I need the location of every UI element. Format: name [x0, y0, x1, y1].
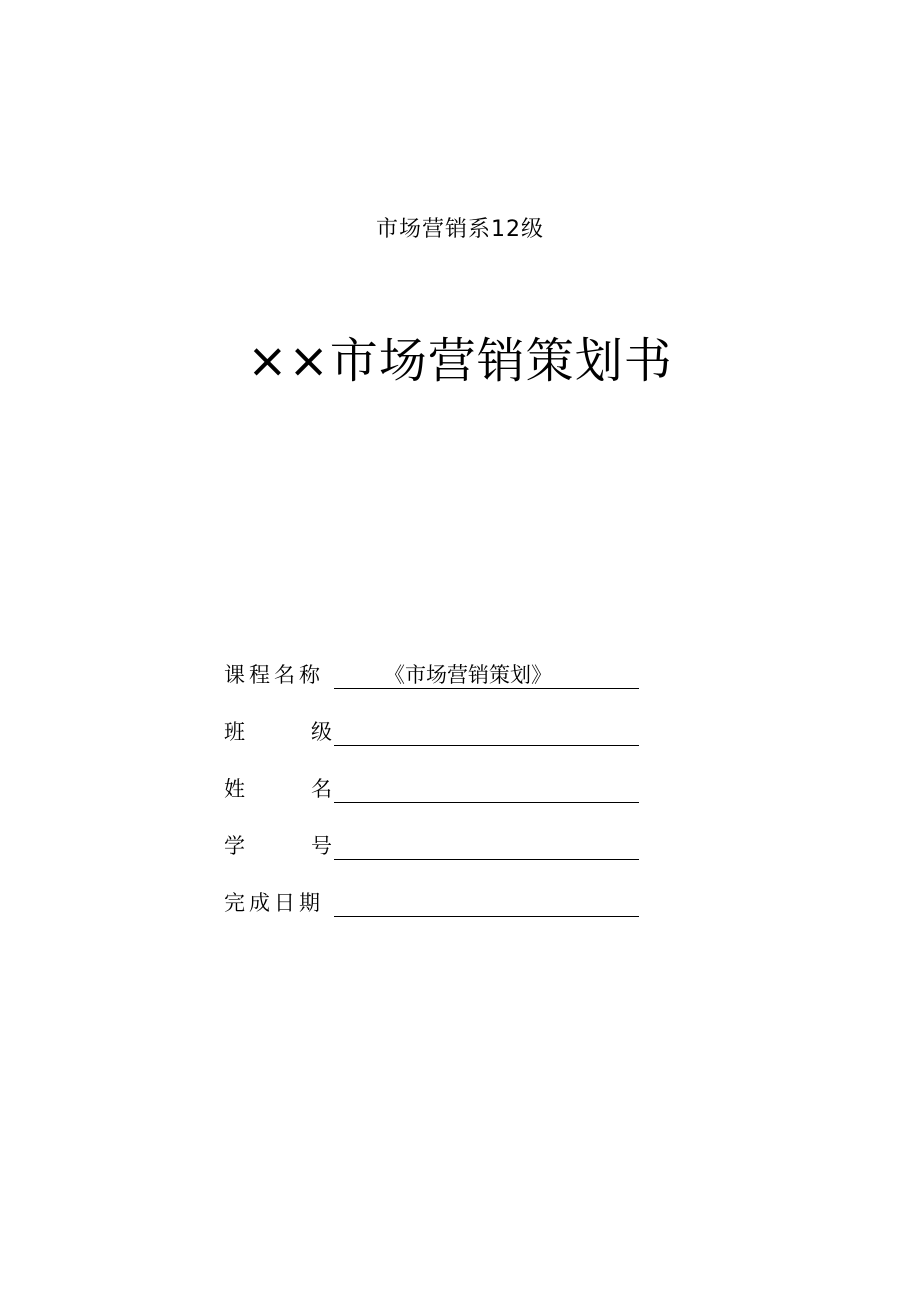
student-id-label-char-2: 号	[311, 834, 332, 858]
completion-date-label: 完成日期	[224, 891, 324, 915]
class-label-char-1: 班	[224, 720, 245, 744]
student-id-label-char-1: 学	[224, 834, 245, 858]
student-id-label	[224, 831, 332, 861]
class-field	[334, 717, 639, 746]
document-title: ××市场营销策划书	[247, 333, 673, 389]
name-label	[224, 774, 332, 804]
class-label-char-2: 级	[311, 720, 332, 744]
course-name-value: 《市场营销策划》	[384, 663, 552, 687]
completion-date-row	[224, 884, 644, 941]
student-id-row	[224, 827, 644, 884]
cover-info-form	[224, 656, 644, 941]
course-name-row	[224, 656, 644, 713]
course-name-field	[334, 660, 639, 689]
class-label	[224, 717, 332, 747]
name-field	[334, 774, 639, 803]
name-label-char-1: 姓	[224, 777, 245, 801]
student-id-field	[334, 831, 639, 860]
department-heading: 市场营销系12级	[376, 217, 544, 242]
completion-date-field	[334, 888, 639, 917]
name-row	[224, 770, 644, 827]
class-row	[224, 713, 644, 770]
name-label-char-2: 名	[311, 777, 332, 801]
course-name-label: 课程名称	[224, 663, 324, 687]
